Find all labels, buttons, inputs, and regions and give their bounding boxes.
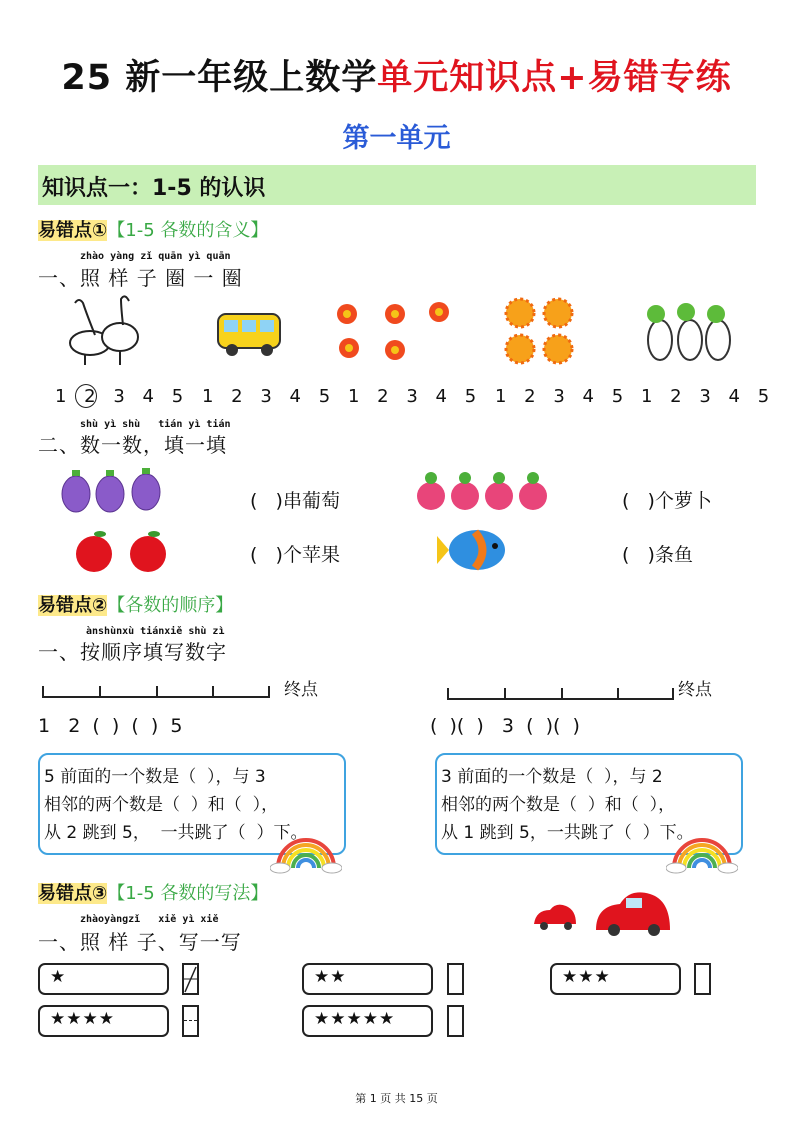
- answer-circle-example: [75, 384, 97, 408]
- knowledge-point-bar: 知识点一：1-5 的认识: [38, 165, 756, 205]
- unit-title: 第一单元: [342, 123, 451, 154]
- error-point-2: [38, 591, 233, 617]
- question-title: 二、数一数，填一填: [38, 433, 227, 457]
- rainbow-icon: [666, 834, 738, 874]
- question-title: 一、按顺序填写数字: [38, 640, 227, 664]
- error-point-label: 易错点②: [38, 595, 108, 616]
- title-red: 单元知识点+易错专练: [377, 58, 732, 98]
- error-point-1: [38, 216, 268, 242]
- question-box-right[interactable]: 3 前面的一个数是（ ），与 2 相邻的两个数是（ ）和（ ）， 从 1 跳到 5，一共跳了（ ）下。: [435, 753, 743, 855]
- number-choices[interactable]: 1 2 3 4 5: [55, 386, 190, 407]
- error-point-label: 易错点①: [38, 220, 108, 241]
- error-point-label: 易错点③: [38, 883, 108, 904]
- writing-box[interactable]: [447, 963, 464, 995]
- error-point-3: [38, 879, 268, 905]
- sample-stroke-4: [184, 1020, 197, 1021]
- question-box-left[interactable]: 5 前面的一个数是（ ），与 3 相邻的两个数是（ ）和（ ）， 从 2 跳到 5， 一共跳了（ ）下。: [38, 753, 346, 855]
- bus-picture: [215, 310, 285, 358]
- star-box: ★★★★★: [302, 1005, 433, 1037]
- white-radishes-picture: [638, 302, 738, 364]
- page-footer: 第 1 页 共 15 页: [355, 1092, 438, 1105]
- page-title: [0, 50, 793, 100]
- error-point-topic: 【各数的顺序】: [107, 595, 234, 616]
- number-line-right: [447, 688, 674, 700]
- number-choices[interactable]: 1 2 3 4 5: [348, 386, 483, 407]
- writing-box[interactable]: [694, 963, 711, 995]
- question-title: 一、照 样 子、写一写: [38, 930, 242, 954]
- writing-box[interactable]: [447, 1005, 464, 1037]
- star-box: ★★★: [550, 963, 681, 995]
- end-label: 终点: [678, 680, 712, 700]
- pinyin: shù yì shù tián yì tián: [80, 419, 231, 430]
- star-box: ★★★★: [38, 1005, 169, 1037]
- apples-picture: [72, 528, 172, 574]
- sequence-left[interactable]: 1 2 ( ) ( ) 5: [38, 715, 183, 737]
- number-choices[interactable]: 1 2 3 4 5: [641, 386, 776, 407]
- number-line-left: [42, 686, 270, 698]
- radishes-picture: [413, 470, 553, 514]
- end-label: 终点: [284, 680, 318, 700]
- writing-box[interactable]: [182, 1005, 199, 1037]
- pinyin: zhào yàng zǐ quān yì quān: [80, 251, 231, 262]
- writing-box[interactable]: [182, 963, 199, 995]
- fill-blank-fish[interactable]: ( )条鱼: [622, 544, 693, 566]
- error-point-topic: 【1-5 各数的含义】: [107, 220, 269, 241]
- star-box: ★: [38, 963, 169, 995]
- sample-stroke-1: [184, 965, 197, 993]
- pinyin: ànshùnxù tiánxiě shù zì: [86, 626, 225, 637]
- fill-blank-grapes[interactable]: ( )串葡萄: [250, 490, 340, 512]
- fill-blank-apples[interactable]: ( )个苹果: [250, 544, 340, 566]
- suns-picture: [500, 295, 580, 367]
- sequence-right[interactable]: ( )( ) 3 ( )( ): [430, 715, 580, 737]
- number-choices[interactable]: 1 2 3 4 5: [202, 386, 337, 407]
- fill-blank-radishes[interactable]: ( )个萝卜: [622, 490, 712, 512]
- star-box: ★★: [302, 963, 433, 995]
- fish-picture: [435, 522, 515, 578]
- cars-picture: [530, 884, 690, 936]
- geese-picture: [65, 295, 145, 367]
- rainbow-icon: [270, 834, 342, 874]
- flowers-picture: [333, 300, 453, 370]
- number-choices[interactable]: 1 2 3 4 5: [495, 386, 630, 407]
- pinyin: zhàoyàngzǐ xiě yì xiě: [80, 914, 219, 925]
- grapes-picture: [58, 466, 168, 516]
- error-point-topic: 【1-5 各数的写法】: [107, 883, 269, 904]
- question-title: 一、照 样 子 圈 一 圈: [38, 266, 243, 290]
- title-black: 25 新一年级上数学: [61, 58, 378, 98]
